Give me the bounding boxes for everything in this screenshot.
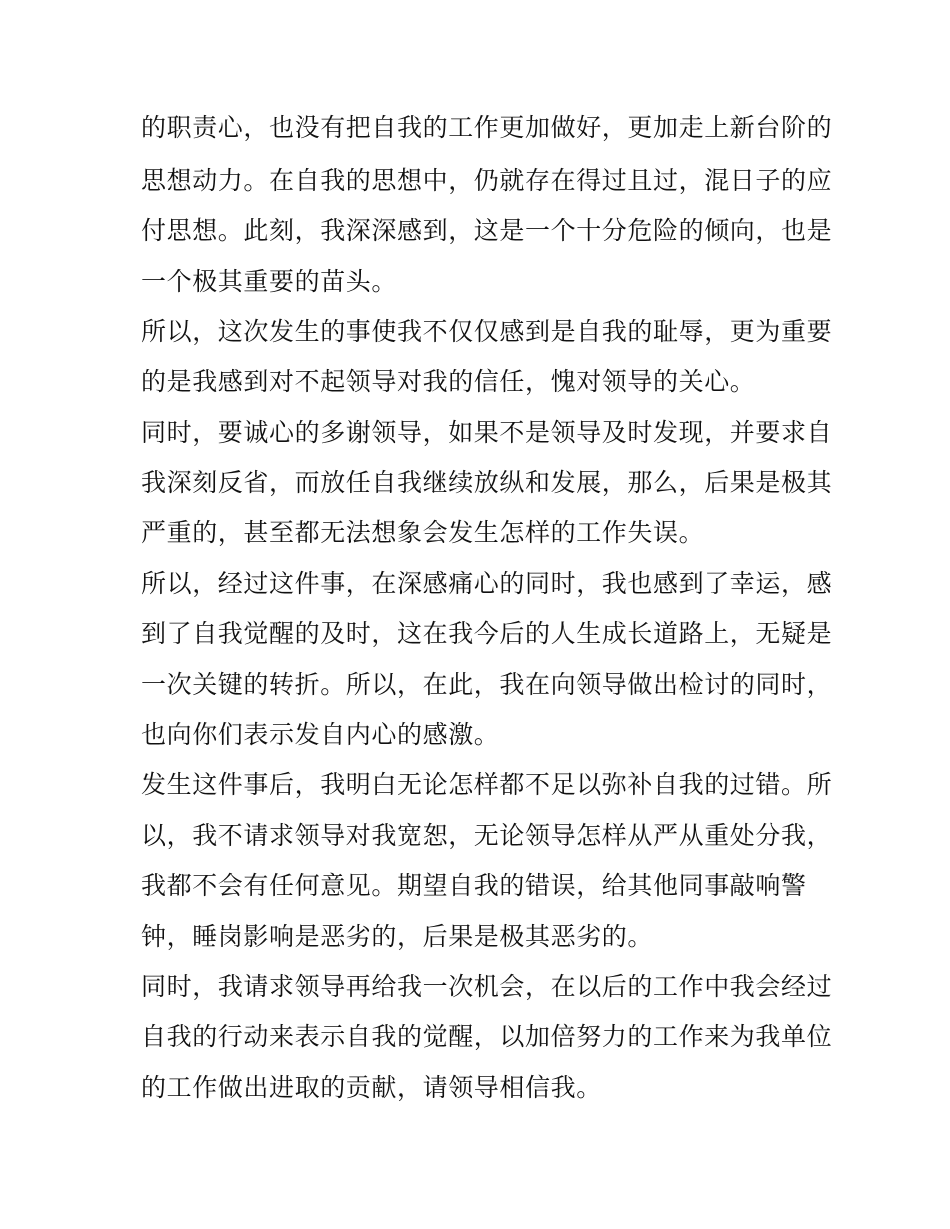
text-line-20: 的工作做出进取的贡献，请领导相信我。 [141,1073,602,1102]
text-line-3: 付思想。此刻，我深深感到，这是一个十分危险的倾向，也是 [141,216,833,245]
text-line-17: 钟，睡岗影响是恶劣的，后果是极其恶劣的。 [141,922,654,951]
text-line-5: 所以，这次发生的事使我不仅仅感到是自我的耻辱，更为重要 [141,317,833,346]
text-line-18: 同时，我请求领导再给我一次机会，在以后的工作中我会经过 [141,972,833,1001]
text-line-16: 我都不会有任何意见。期望自我的错误，给其他同事敲响警 [141,871,807,900]
text-line-10: 所以，经过这件事，在深感痛心的同时，我也感到了幸运，感 [141,569,833,598]
text-line-6: 的是我感到对不起领导对我的信任，愧对领导的关心。 [141,367,756,396]
text-line-8: 我深刻反省，而放任自我继续放纵和发展，那么，后果是极其 [141,468,833,497]
text-line-2: 思想动力。在自我的思想中，仍就存在得过且过，混日子的应 [141,166,833,195]
text-line-1: 的职责心，也没有把自我的工作更加做好，更加走上新台阶的 [141,113,833,142]
text-line-19: 自我的行动来表示自我的觉醒，以加倍努力的工作来为我单位 [141,1022,833,1051]
text-line-15: 以，我不请求领导对我宽恕，无论领导怎样从严从重处分我， [141,821,833,850]
text-line-7: 同时，要诚心的多谢领导，如果不是领导及时发现，并要求自 [141,418,833,447]
text-line-14: 发生这件事后，我明白无论怎样都不足以弥补自我的过错。所 [141,770,833,799]
text-line-11: 到了自我觉醒的及时，这在我今后的人生成长道路上，无疑是 [141,619,833,648]
text-line-12: 一次关键的转折。所以，在此，我在向领导做出检讨的同时， [141,670,833,699]
text-line-4: 一个极其重要的苗头。 [141,267,398,296]
text-line-9: 严重的，甚至都无法想象会发生怎样的工作失误。 [141,518,705,547]
text-line-13: 也向你们表示发自内心的感激。 [141,720,500,749]
